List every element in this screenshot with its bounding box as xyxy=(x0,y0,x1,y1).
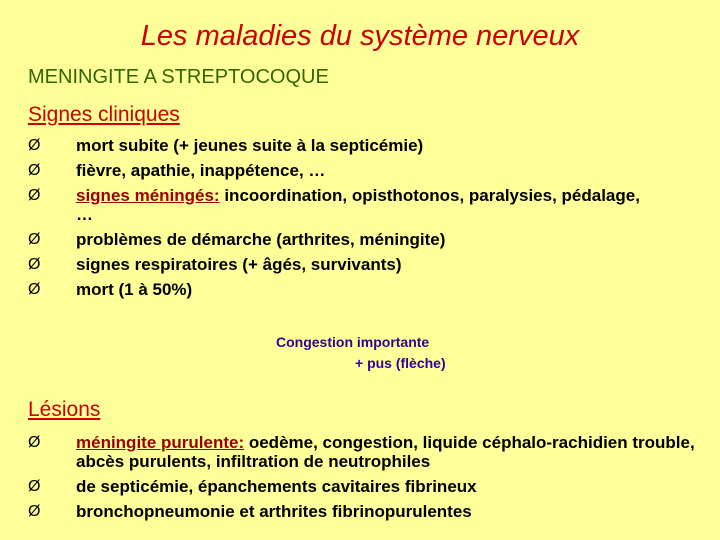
list-item-keyword: signes méningés: xyxy=(76,186,220,205)
section-heading-lesions: Lésions xyxy=(28,398,101,421)
list-item xyxy=(28,477,708,496)
section-heading-signes: Signes cliniques xyxy=(28,103,180,126)
list-item-text: bronchopneumonie et arthrites fibrinopurulentes xyxy=(76,502,472,521)
list-item-text: de septicémie, épanchements cavitaires fibrineux xyxy=(76,477,477,496)
list-item xyxy=(28,433,708,471)
list-item xyxy=(28,161,658,180)
list-item-text: problèmes de démarche (arthrites, méningite) xyxy=(76,230,446,249)
list-item-text: fièvre, apathie, inappétence, … xyxy=(76,161,326,180)
arrow-bullet-icon: Ø xyxy=(28,256,41,273)
list-item-text: mort subite (+ jeunes suite à la septicémie) xyxy=(76,136,424,155)
list-item xyxy=(28,280,658,299)
arrow-bullet-icon: Ø xyxy=(28,137,41,154)
arrow-bullet-icon: Ø xyxy=(28,281,41,298)
list-item-text: oedème, congestion, liquide céphalo-rachidien trouble, abcès purulents, infiltration de neutrophiles xyxy=(76,433,695,471)
list-item-text: signes respiratoires (+ âgés, survivants) xyxy=(76,255,402,274)
page-title: Les maladies du système nerveux xyxy=(140,20,580,52)
list-item-text: incoordination, opisthotonos, paralysies, pédalage, … xyxy=(76,186,640,224)
arrow-bullet-icon: Ø xyxy=(28,231,41,248)
arrow-bullet-icon: Ø xyxy=(28,162,41,179)
signes-list xyxy=(28,136,658,305)
list-item xyxy=(28,255,658,274)
arrow-bullet-icon: Ø xyxy=(28,478,41,495)
congestion-caption-line1: Congestion importante xyxy=(276,334,430,350)
congestion-caption xyxy=(276,332,446,374)
arrow-bullet-icon: Ø xyxy=(28,434,41,451)
list-item xyxy=(28,230,658,249)
list-item-text: mort (1 à 50%) xyxy=(76,280,193,299)
congestion-caption-line2: + pus (flèche) xyxy=(355,355,446,371)
list-item xyxy=(28,136,658,155)
list-item xyxy=(28,502,708,521)
arrow-bullet-icon: Ø xyxy=(28,187,41,204)
list-item xyxy=(28,186,658,224)
arrow-bullet-icon: Ø xyxy=(28,503,41,520)
list-item-keyword: méningite purulente: xyxy=(76,433,245,452)
lesions-list xyxy=(28,433,708,527)
page-subtitle: MENINGITE A STREPTOCOQUE xyxy=(28,66,329,88)
